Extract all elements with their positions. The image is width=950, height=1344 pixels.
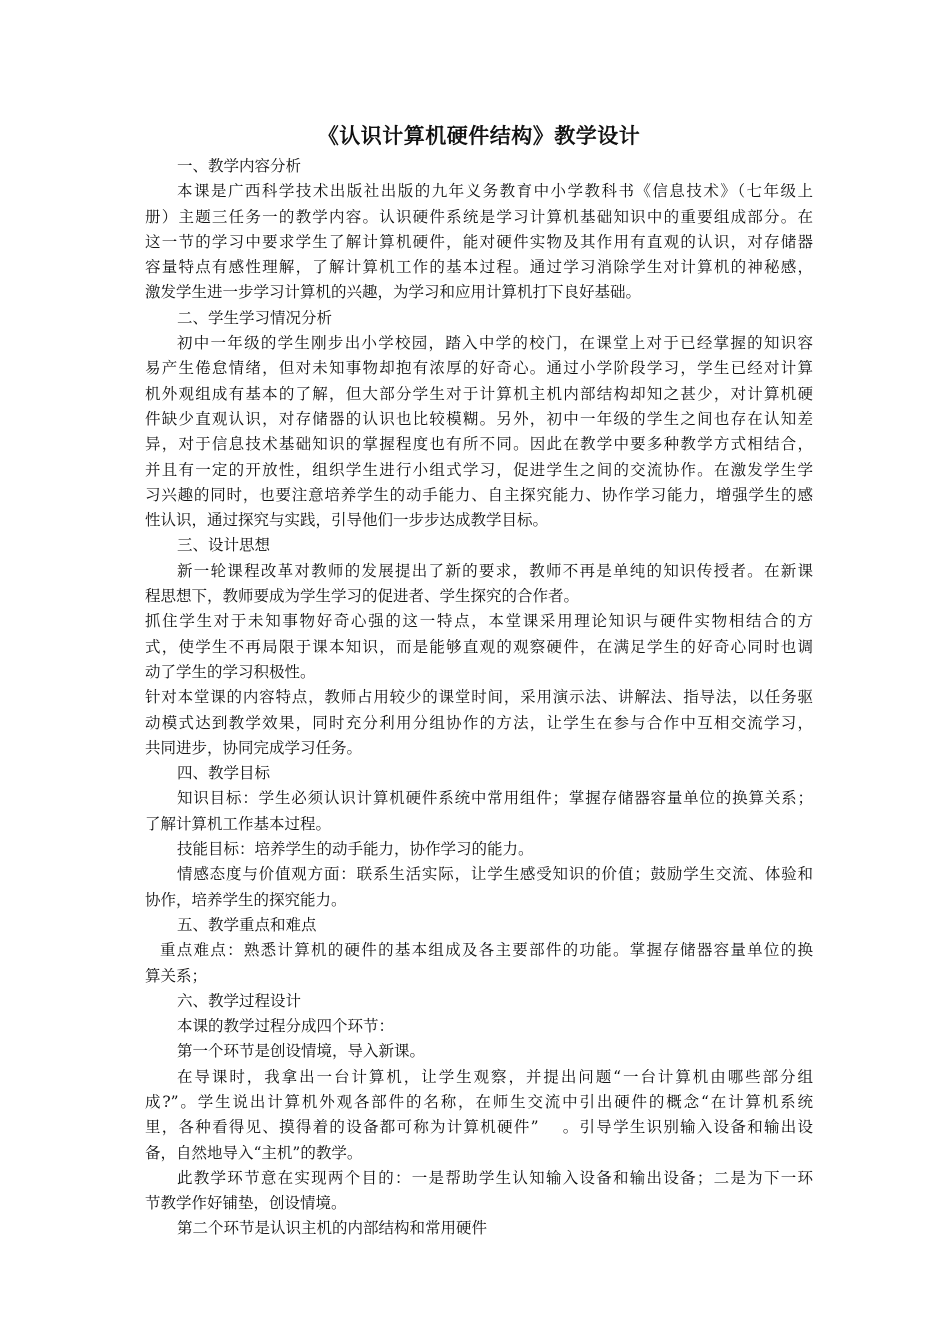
text-line: 容量特点有感性理解，了解计算机工作的基本过程。通过学习消除学生对计算机的神秘感， xyxy=(145,258,813,277)
paragraph xyxy=(145,609,813,685)
text-line: 协作，培养学生的探究能力。 xyxy=(145,890,347,909)
text-line: 算关系； xyxy=(145,966,208,985)
paragraph xyxy=(145,862,813,913)
paragraph xyxy=(145,938,813,989)
text-line: 备，自然地导入“主机”的教学。 xyxy=(145,1143,363,1162)
section-heading: 三、设计思想 xyxy=(177,536,271,555)
document-title: 《认识计算机硬件结构》教学设计 xyxy=(317,123,641,148)
paragraph xyxy=(145,1216,813,1241)
text-line: 本课是广西科学技术出版社出版的九年义务教育中小学教科书《信息技术》（七年级上 xyxy=(177,182,813,201)
text-line: 动了学生的学习积极性。 xyxy=(145,662,316,681)
paragraph xyxy=(145,1039,813,1064)
section-heading: 一、教学内容分析 xyxy=(177,157,302,175)
text-line: 异，对于信息技术基础知识的掌握程度也有所不同。因此在教学中要多种教学方式相结合， xyxy=(145,435,813,454)
paragraph xyxy=(145,1166,813,1217)
section-heading: 四、教学目标 xyxy=(177,764,271,783)
section-heading: 六、教学过程设计 xyxy=(177,991,302,1010)
text-line: 第一个环节是创设情境，导入新课。 xyxy=(177,1042,426,1061)
text-line: 程思想下，教师要成为学生学习的促进者、学生探究的合作者。 xyxy=(145,587,580,606)
text-line: 情感态度与价值观方面：联系生活实际，让学生感受知识的价值；鼓励学生交流、体验和 xyxy=(177,865,813,884)
text-line: 本课的教学过程分成四个环节： xyxy=(177,1017,395,1036)
text-line: 性认识，通过探究与实践，引导他们一步步达成教学目标。 xyxy=(145,511,549,530)
text-line: 件缺少直观认识，对存储器的认识也比较模糊。另外，初中一年级的学生之间也存在认知差 xyxy=(145,409,813,428)
text-line: 易产生倦怠情绪，但对未知事物却抱有浓厚的好奇心。通过小学阶段学习，学生已经对计算 xyxy=(145,359,813,378)
text-line: 习兴趣的同时，也要注意培养学生的动手能力、自主探究能力、协作学习能力，增强学生的感 xyxy=(145,485,813,504)
text-line: 初中一年级的学生刚步出小学校园，踏入中学的校门，在课堂上对于已经掌握的知识容 xyxy=(177,334,813,353)
document-page xyxy=(145,118,813,1242)
section-heading: 二、学生学习情况分析 xyxy=(177,308,333,327)
section-heading: 五、教学重点和难点 xyxy=(177,915,317,934)
text-line: 了解计算机工作基本过程。 xyxy=(145,814,332,833)
text-line: 里，各种看得见、摸得着的设备都可称为计算机硬件” 。引导学生识别输入设备和输出设 xyxy=(145,1118,813,1137)
paragraph xyxy=(145,837,813,862)
text-line: 成?”。学生说出计算机外观各部件的名称，在师生交流中引出硬件的概念“在计算机系统 xyxy=(145,1092,813,1111)
paragraph xyxy=(145,1014,813,1039)
paragraph xyxy=(145,1065,813,1166)
text-line: 册）主题三任务一的教学内容。认识硬件系统是学习计算机基础知识中的重要组成部分。在 xyxy=(145,207,813,226)
text-line: 机外观组成有基本的了解，但大部分学生对于计算机主机内部结构却知之甚少，对计算机硬 xyxy=(145,384,813,403)
text-line: 新一轮课程改革对教师的发展提出了新的要求，教师不再是单纯的知识传授者。在新课 xyxy=(177,561,813,580)
text-line: 第二个环节是认识主机的内部结构和常用硬件 xyxy=(177,1219,488,1238)
text-line: 并且有一定的开放性，组织学生进行小组式学习，促进学生之间的交流协作。在激发学生学 xyxy=(145,460,813,479)
text-line: 技能目标：培养学生的动手能力，协作学习的能力。 xyxy=(177,840,534,859)
text-line: 抓住学生对于未知事物好奇心强的这一特点，本堂课采用理论知识与硬件实物相结合的方 xyxy=(145,612,813,631)
paragraph xyxy=(145,179,813,305)
text-line: 激发学生进一步学习计算机的兴趣，为学习和应用计算机打下良好基础。 xyxy=(145,283,642,302)
paragraph xyxy=(145,559,813,610)
text-line: 式，使学生不再局限于课本知识，而是能够直观的观察硬件，在满足学生的好奇心同时也调 xyxy=(145,637,813,656)
paragraph xyxy=(145,331,813,533)
text-line: 知识目标：学生必须认识计算机硬件系统中常用组件；掌握存储器容量单位的换算关系； xyxy=(177,789,813,808)
document-body xyxy=(145,154,813,1242)
text-line: 针对本堂课的内容特点，教师占用较少的课堂时间，采用演示法、讲解法、指导法，以任务驱 xyxy=(145,688,813,707)
text-line: 重点难点：熟悉计算机的硬件的基本组成及各主要部件的功能。掌握存储器容量单位的换 xyxy=(160,941,813,960)
paragraph xyxy=(145,786,813,837)
text-line: 在导课时，我拿出一台计算机，让学生观察，并提出问题“一台计算机由哪些部分组 xyxy=(177,1067,813,1086)
text-line: 共同进步，协同完成学习任务。 xyxy=(145,738,363,757)
text-line: 节教学作好铺垫，创设情境。 xyxy=(145,1194,347,1213)
text-line: 这一节的学习中要求学生了解计算机硬件，能对硬件实物及其作用有直观的认识，对存储器 xyxy=(145,232,813,251)
text-line: 此教学环节意在实现两个目的：一是帮助学生认知输入设备和输出设备；二是为下一环 xyxy=(177,1168,813,1187)
text-line: 动模式达到教学效果，同时充分利用分组协作的方法，让学生在参与合作中互相交流学习， xyxy=(145,713,813,732)
paragraph xyxy=(145,685,813,761)
